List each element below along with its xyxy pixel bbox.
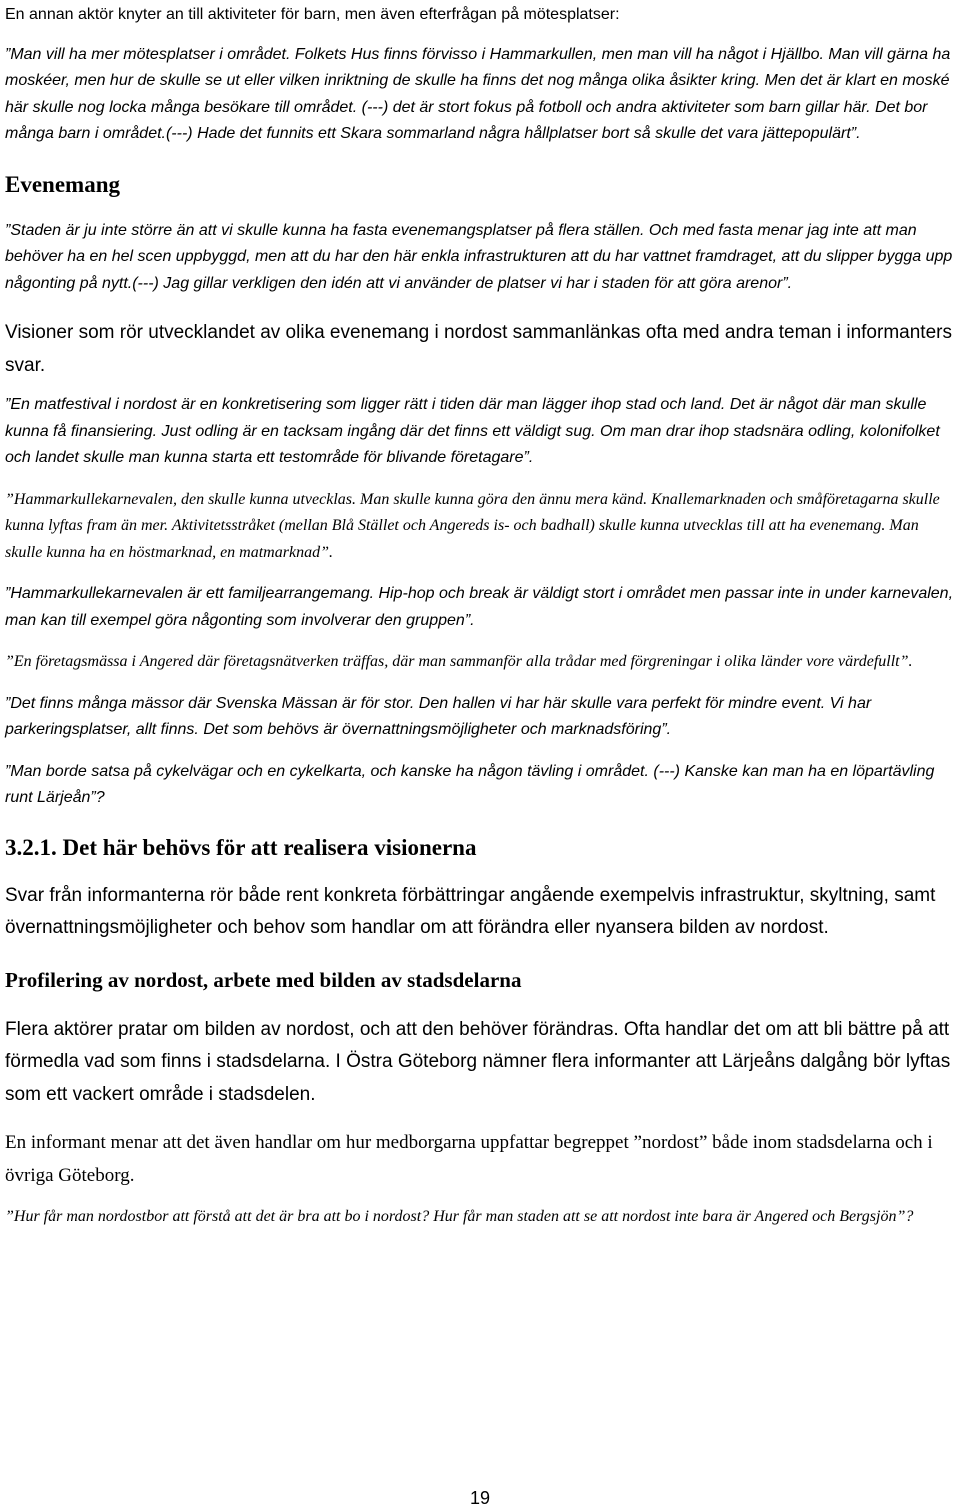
heading-profilering: Profilering av nordost, arbete med bilden av stadsdelarna bbox=[5, 967, 522, 992]
heading-section-3-2-1: 3.2.1. Det här behövs för att realisera visionerna bbox=[5, 834, 477, 860]
heading-evenemang: Evenemang bbox=[5, 171, 120, 197]
quote-cykelvagar: ”Man borde satsa på cykelvägar och en cykelkarta, och kanske ha någon tävling i området. (---) Kanske kan man ha en löpartävling runt Lärjeån”? bbox=[5, 762, 935, 806]
quote-motesplatser: ”Man vill ha mer mötesplatser i området. Folkets Hus finns förvisso i Hammarkullen, men man vill ha något i Hjällbo. Man vill gärna ha moskéer, men hur de skulle se ut eller vilken inriktning de skulle ha finns det nog många olika åsikter kring. Men det är klart en moské här skulle nog locka många besökare till området. (---) det är stort fokus på fotboll och andra aktiviteter som barn gillar här. Det bor många barn i området.(---) Hade det funnits ett Skara sommarland några hållplatser bort så skulle det vara jättepopulärt”. bbox=[5, 45, 951, 142]
document-page bbox=[5, 0, 957, 1231]
quote-karnevalen-utvecklas: ”Hammarkullekarnevalen, den skulle kunna utvecklas. Man skulle kunna göra den ännu mera känd. Knallemarknaden och småföretagarna skulle kunna lyftas fram än mer. Aktivitetsstråket (mellan Blå Stället och Angereds is- och badhall) skulle kunna utvecklas till att ha evenemang. Man skulle kunna ha en höstmarknad, en matmarknad”. bbox=[5, 490, 940, 561]
page-number: 19 bbox=[469, 1488, 491, 1508]
paragraph-informant: En informant menar att det även handlar om hur medborgarna uppfattar begreppet ”nordost” både inom stadsdelarna och i övriga Göteborg. bbox=[5, 1132, 933, 1186]
quote-matfestival: ”En matfestival i nordost är en konkretisering som ligger rätt i tiden där man lägger ihop stad och land. Det är något där man skulle kunna få finansiering. Just odling är en tacksam ingång där det finns ett väldigt sug. Om man drar ihop stadsnära odling, kolonifolket och landet skulle man kunna starta ett testområde för blivande företagare”. bbox=[5, 396, 940, 466]
paragraph-svar: Svar från informanterna rör både rent konkreta förbättringar angående exempelvis infrastruktur, skyltning, samt övernattningsmöjligheter och behov som handlar om att förändra eller nyansera bilden av nordost. bbox=[5, 884, 936, 938]
quote-evenemang: ”Staden är ju inte större än att vi skulle kunna ha fasta evenemangsplatser på flera ställen. Och med fasta menar jag inte att man behöver ha en hel scen uppbyggd, men att du har den här enkla infrastrukturen att du har vattnet framdraget, att du slipper bygga upp någonting på nytt.(---) Jag gillar verkligen den idén att vi använder de platser vi har i staden för att göra arenor”. bbox=[5, 221, 953, 292]
paragraph-flera-aktorer: Flera aktörer pratar om bilden av nordost, och att den behöver förändras. Ofta handlar det om att bli bättre på att förmedla vad som finns i stadsdelarna. I Östra Göteborg nämner flera informanter att Lärjeåns dalgång bör lyftas som ett vackert område i stadsdelen. bbox=[5, 1018, 951, 1105]
paragraph-visioner: Visioner som rör utvecklandet av olika evenemang i nordost sammanlänkas ofta med andra teman i informanters svar. bbox=[5, 322, 952, 376]
quote-massor: ”Det finns många mässor där Svenska Mässan är för stor. Den hallen vi har här skulle vara perfekt för mindre event. Vi har parkeringsplatser, allt finns. Det som behövs är övernattningsmöjligheter och marknadsföring”. bbox=[5, 694, 872, 738]
quote-foretagsmassa: ”En företagsmässa i Angered där företagsnätverken träffas, där man sammanför alla trådar med förgreningar i olika länder vore värdefullt”. bbox=[5, 653, 913, 670]
intro-paragraph: En annan aktör knyter an till aktiviteter för barn, men även efterfrågan på mötesplatser: bbox=[5, 6, 620, 23]
quote-nordostbor: ”Hur får man nordostbor att förstå att det är bra att bo i nordost? Hur får man staden att se att nordost inte bara är Angered och Bergsjön”? bbox=[5, 1208, 914, 1225]
quote-karnevalen-familj: ”Hammarkullekarnevalen är ett familjearrangemang. Hip-hop och break är väldigt stort i området men passar inte in under karnevalen, man kan till exempel göra någonting som involverar den gruppen”. bbox=[5, 585, 954, 629]
